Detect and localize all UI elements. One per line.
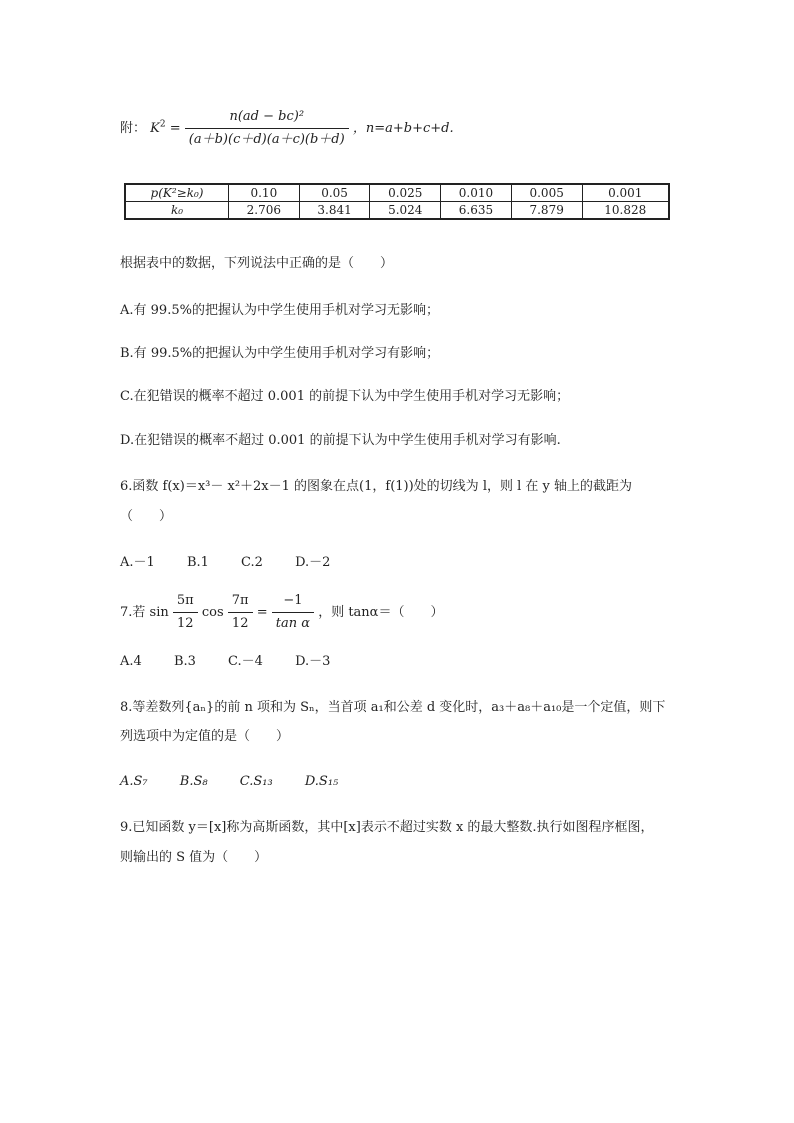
q6-option-a: A.－1 [120, 555, 155, 570]
q9-stem-line1: 9.已知函数 y＝[x]称为高斯函数，其中[x]表示不超过实数 x 的最大整数.执行如图程序框图， [120, 820, 654, 835]
q7-frac1-den: 12 [177, 616, 194, 631]
table-row [125, 184, 669, 202]
q7-fraction-2 [228, 592, 253, 633]
q7-frac2-den: 12 [231, 616, 249, 631]
formula-fraction [185, 108, 349, 149]
q5-option-c: C.在犯错误的概率不超过 0.001 的前提下认为中学生使用手机对学习无影响； [120, 389, 570, 404]
q7-stem [120, 592, 443, 633]
q8-option-c: C.S₁₃ [239, 774, 273, 789]
q8-stem-line2: 列选项中为定值的是（ ） [120, 729, 290, 744]
table-cell: 0.005 [511, 184, 582, 202]
table-cell: 7.879 [511, 202, 582, 220]
q7-prefix: 7.若 sin [120, 605, 169, 620]
q7-frac3-den: tan α [275, 616, 311, 631]
table-cell: 5.024 [370, 202, 441, 220]
q6-option-b: B.1 [186, 555, 209, 570]
q6-stem-line2: （ ） [120, 509, 173, 524]
k-table [124, 183, 670, 220]
table-cell: 0.025 [370, 184, 441, 202]
q5-option-a: A.有 99.5%的把握认为中学生使用手机对学习无影响； [120, 303, 439, 318]
q7-frac1-num: 5π [173, 592, 198, 613]
q6-options [120, 554, 358, 572]
q8-option-d: D.S₁₅ [304, 774, 339, 789]
q7-fraction-3 [272, 592, 314, 633]
table-row-label: k₀ [125, 202, 229, 220]
q7-options [120, 653, 358, 671]
formula-suffix: ，n=a+b+c+d. [352, 121, 454, 136]
q6-option-d: D.－2 [295, 555, 331, 570]
q8-options [120, 773, 366, 791]
table-cell: 6.635 [441, 202, 512, 220]
table-cell: 0.001 [582, 184, 669, 202]
q8-option-a: A.S₇ [120, 774, 148, 789]
table-header-label: p(K²≥k₀) [125, 184, 229, 202]
q5-option-b: B.有 99.5%的把握认为中学生使用手机对学习有影响； [120, 346, 440, 361]
q7-frac2-num: 7π [228, 592, 253, 613]
formula-eq: = [169, 121, 185, 136]
q5-option-d: D.在犯错误的概率不超过 0.001 的前提下认为中学生使用手机对学习有影响. [120, 433, 561, 448]
q5-stem: 根据表中的数据，下列说法中正确的是（ ） [120, 256, 394, 271]
table-row [125, 202, 669, 220]
table-cell: 0.010 [441, 184, 512, 202]
formula-lhs-sup: 2 [159, 119, 166, 130]
table-cell: 10.828 [582, 202, 669, 220]
q6-stem-line1: 6.函数 f(x)＝x³－ x²＋2x－1 的图象在点(1，f(1))处的切线为 l，则 l 在 y 轴上的截距为 [120, 479, 633, 494]
q7-suffix: ，则 tanα＝（ ） [318, 605, 444, 620]
q7-eq: = [256, 605, 268, 620]
table-cell: 0.10 [229, 184, 300, 202]
formula-lhs: K [150, 121, 160, 136]
q7-mid: cos [201, 605, 224, 620]
q8-stem-line1: 8.等差数列{aₙ}的前 n 项和为 Sₙ，当首项 a₁和公差 d 变化时，a₃＋a₈＋a₁₀是一个定值，则下 [120, 700, 666, 715]
q7-frac3-num: −1 [272, 592, 314, 613]
formula-denominator: (a＋b)(c＋d)(a＋c)(b＋d) [188, 132, 345, 147]
q7-option-d: D.－3 [295, 654, 331, 669]
q7-option-a: A.4 [120, 654, 142, 669]
table-cell: 3.841 [299, 202, 370, 220]
q7-option-b: B.3 [173, 654, 196, 669]
table-cell: 2.706 [229, 202, 300, 220]
q9-stem-line2: 则输出的 S 值为（ ） [120, 850, 268, 865]
formula-prefix: 附： [120, 121, 147, 136]
q8-option-b: B.S₈ [179, 774, 208, 789]
table-cell: 0.05 [299, 184, 370, 202]
formula-block [120, 108, 454, 149]
q6-option-c: C.2 [241, 555, 263, 570]
q7-fraction-1 [173, 592, 198, 633]
q7-option-c: C.－4 [228, 654, 263, 669]
formula-numerator: n(ad − bc)² [185, 108, 349, 129]
